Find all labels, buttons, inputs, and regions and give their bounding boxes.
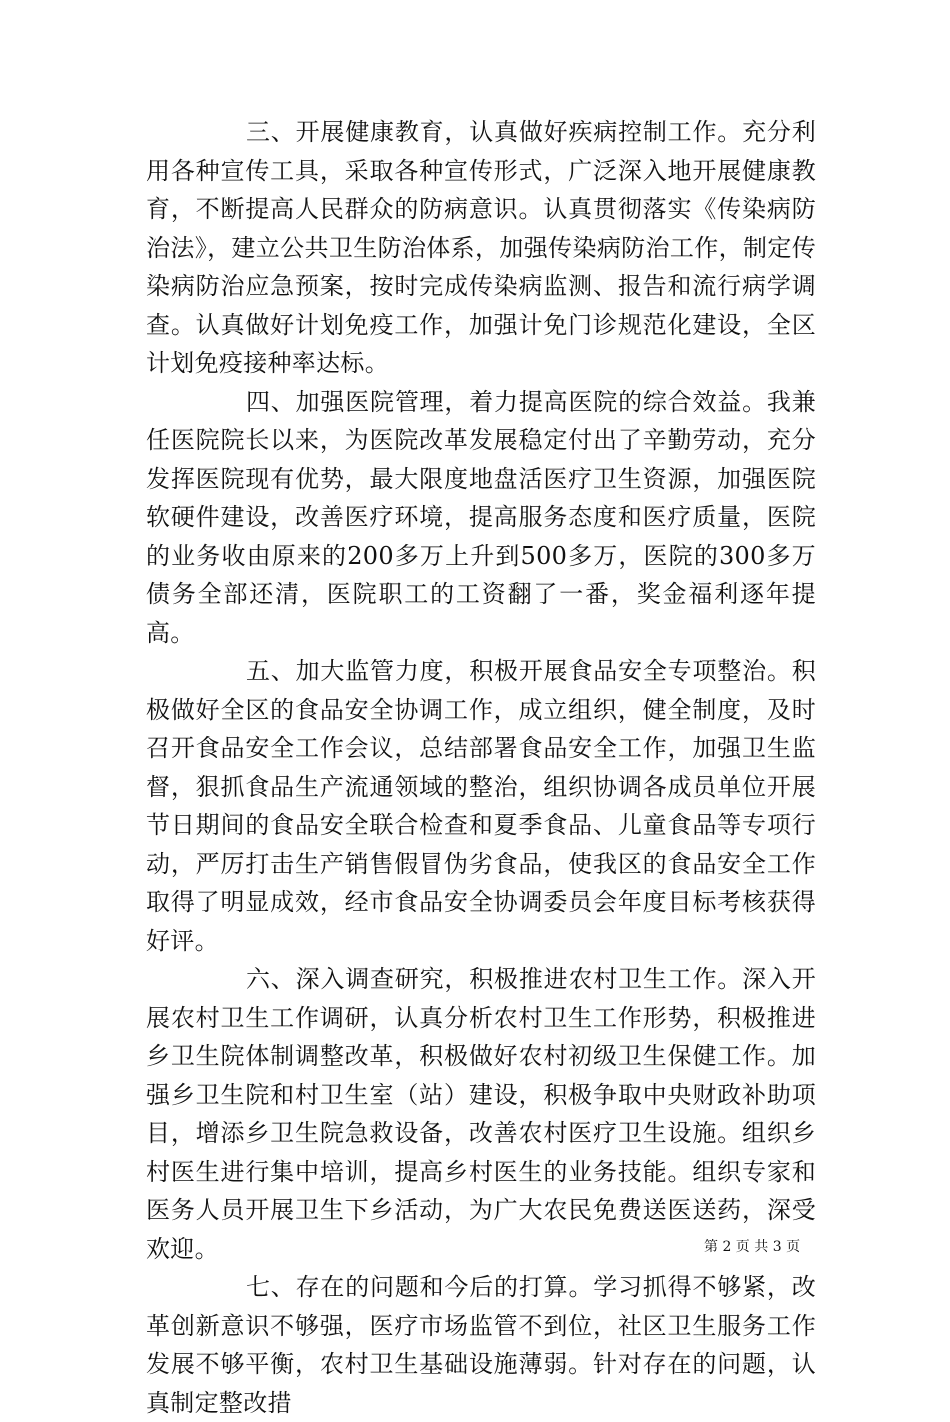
paragraph-problems-plans: 七、存在的问题和今后的打算。学习抓得不够紧，改革创新意识不够强，医疗市场监管不到位，社区卫生服务工作发展不够平衡，农村卫生基础设施薄弱。针对存在的问题，认真制定整改措 (146, 1273, 816, 1417)
paragraph-food-safety: 五、加大监管力度，积极开展食品安全专项整治。积极做好全区的食品安全协调工作，成立组织，健全制度，及时召开食品安全工作会议，总结部署食品安全工作，加强卫生监督，狠抓食品生产流通领域的整治，组织协调各成员单位开展节日期间的食品安全联合检查和夏季食品、儿童食品等专项行动，严厉打击生产销售假冒伪劣食品，使我区的食品安全工作取得了明显成效，经市食品安全协调委员会年度目标考核获得好评。 (146, 657, 816, 955)
document-body (146, 113, 816, 1422)
page-footer: 第 2 页 共 3 页 (704, 1239, 801, 1255)
paragraph-health-education: 三、开展健康教育，认真做好疾病控制工作。充分利用各种宣传工具，采取各种宣传形式，广泛深入地开展健康教育，不断提高人民群众的防病意识。认真贯彻落实《传染病防治法》，建立公共卫生防治体系，加强传染病防治工作，制定传染病防治应急预案，按时完成传染病监测、报告和流行病学调查。认真做好计划免疫工作，加强计免门诊规范化建设，全区计划免疫接种率达标。 (146, 118, 816, 377)
paragraph-rural-health: 六、深入调查研究，积极推进农村卫生工作。深入开展农村卫生工作调研，认真分析农村卫生工作形势，积极推进乡卫生院体制调整改革，积极做好农村初级卫生保健工作。加强乡卫生院和村卫生室（站）建设，积极争取中央财政补助项目，增添乡卫生院急救设备，改善农村医疗卫生设施。组织乡村医生进行集中培训，提高乡村医生的业务技能。组织专家和医务人员开展卫生下乡活动，为广大农民免费送医送药，深受欢迎。 (146, 965, 816, 1263)
paragraph-hospital-management: 四、加强医院管理，着力提高医院的综合效益。我兼任医院院长以来，为医院改革发展稳定付出了辛勤劳动，充分发挥医院现有优势，最大限度地盘活医疗卫生资源，加强医院软硬件建设，改善医疗环境，提高服务态度和医疗质量，医院的业务收由原来的200多万上升到500多万，医院的300多万债务全部还清，医院职工的工资翻了一番，奖金福利逐年提高。 (146, 387, 816, 647)
